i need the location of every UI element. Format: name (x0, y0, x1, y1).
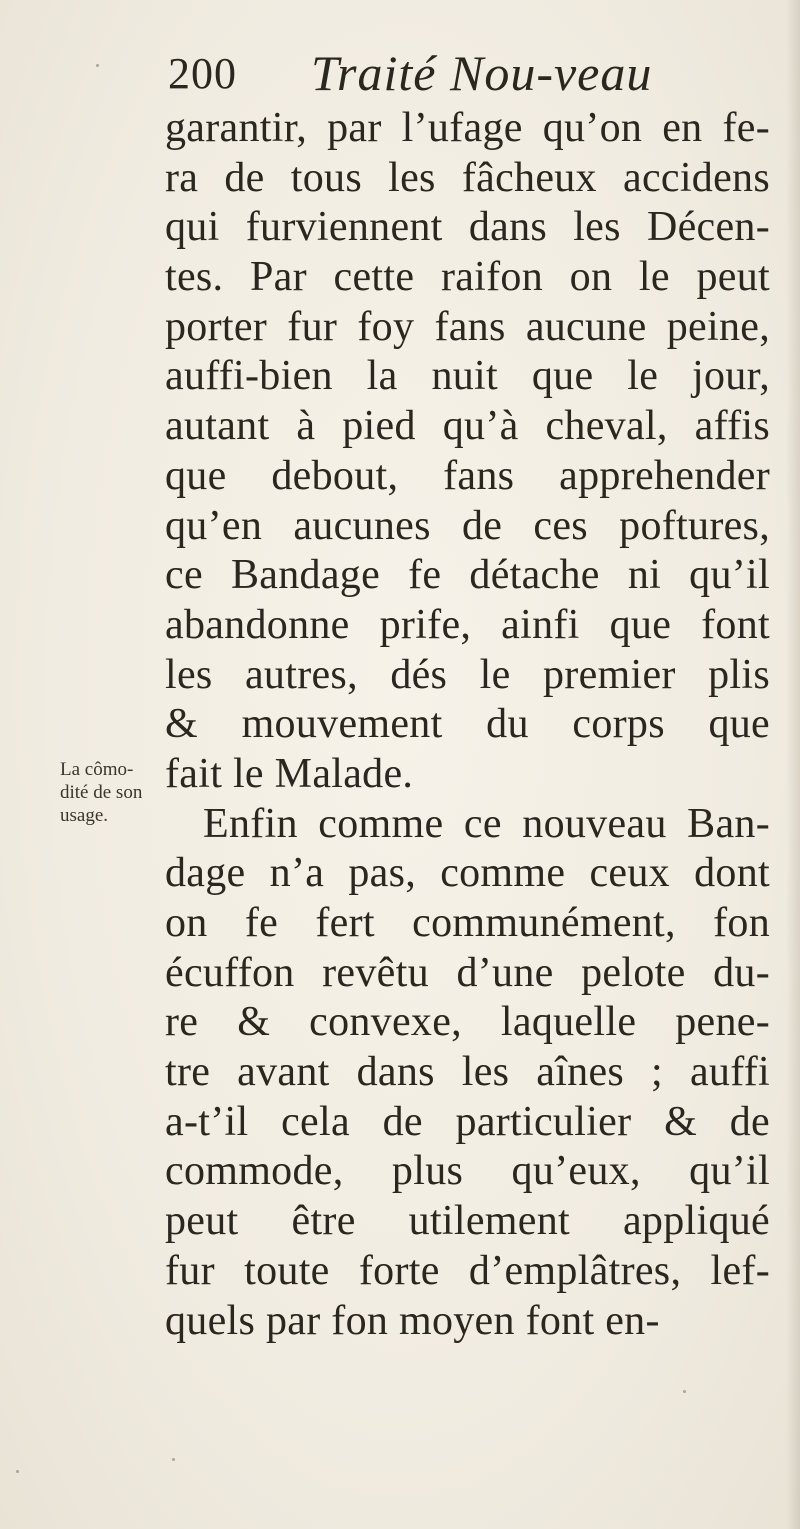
body-text (165, 104, 770, 1346)
text-line: qui furviennent dans les Décen- (165, 204, 770, 251)
margin-note-line: dité de son (60, 782, 143, 803)
text-line: fur toute forte d’emplâtres, lef- (165, 1247, 770, 1294)
text-line: commode, plus qu’eux, qu’il (165, 1148, 770, 1195)
text-line: on fe fert communément, fon (165, 900, 770, 946)
paper-speck (16, 1470, 19, 1473)
text-line: peut être utilement appliqué (165, 1198, 770, 1245)
margin-note-line: La cômo- (60, 759, 134, 780)
text-line: écuffon revêtu d’une pelote du- (165, 949, 770, 996)
text-line: quels par fon moyen font en- (165, 1297, 660, 1344)
margin-note (60, 758, 160, 827)
text-line: autant à pied qu’à cheval, affis (165, 403, 770, 450)
text-line: auffi-bien la nuit que le jour, (165, 353, 770, 400)
text-line: tes. Par cette raifon on le peut (165, 254, 770, 301)
page-header (168, 44, 728, 104)
page-number: 200 (168, 49, 237, 98)
text-line: re & convexe, laquelle pene- (165, 999, 770, 1046)
text-line: a-t’il cela de particulier & de (165, 1098, 770, 1145)
text-line: porter fur foy fans aucune peine, (165, 303, 770, 350)
text-line: fait le Malade. (165, 750, 414, 797)
paper-speck (683, 1390, 686, 1393)
paper-speck (172, 1458, 175, 1461)
text-line: abandonne prife, ainfi que font (165, 601, 770, 648)
text-line: qu’en aucunes de ces poftures, (165, 502, 770, 549)
margin-note-line: usage. (60, 805, 109, 826)
text-line: les autres, dés le premier plis (165, 651, 770, 698)
paper-speck (96, 64, 99, 67)
text-line: ra de tous les fâcheux accidens (165, 154, 770, 201)
text-line: tre avant dans les aînes ; auffi (165, 1049, 770, 1096)
text-line: dage n’a pas, comme ceux dont (165, 850, 770, 897)
text-line: & mouvement du corps que (165, 701, 770, 748)
text-line: que debout, fans apprehender (165, 452, 770, 499)
page-edge-shadow (786, 0, 800, 1529)
text-line: Enfin comme ce nouveau Ban- (203, 800, 770, 847)
text-line: garantir, par l’ufage qu’on en fe- (165, 105, 770, 151)
running-title: Traité Nou-veau (311, 45, 653, 101)
text-line: ce Bandage fe détache ni qu’il (165, 552, 770, 599)
